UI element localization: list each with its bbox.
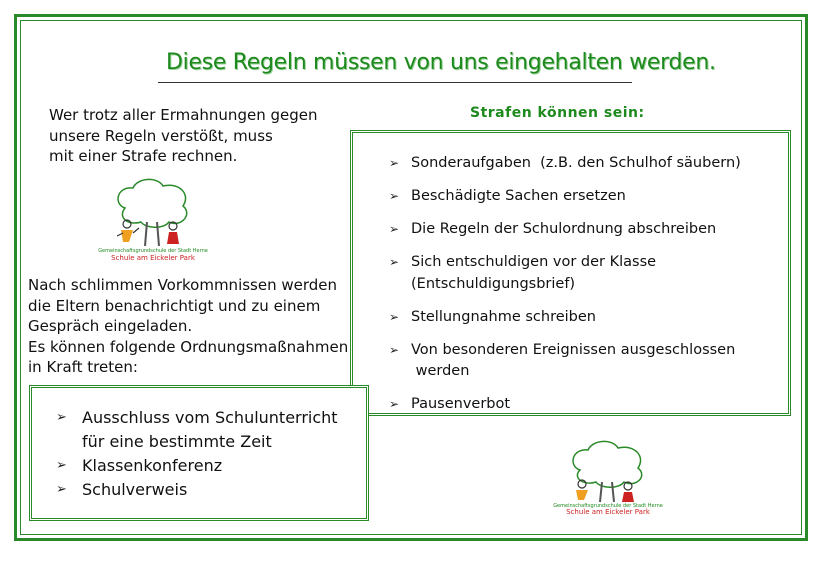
penalties-list (389, 153, 741, 427)
logo-name: Schule am Eickeler Park (566, 508, 650, 516)
arrow-bullet-icon: ➢ (389, 342, 400, 357)
logo-caption: Gemeinschaftsgrundschule der Stadt Herne (553, 503, 663, 509)
title-underline (158, 82, 632, 83)
arrow-bullet-icon: ➢ (389, 156, 400, 170)
list-item: ➢ Beschädigte Sachen ersetzen (389, 186, 741, 208)
list-item: ➢ Sonderaufgaben (z.B. den Schulhof säubern) (389, 153, 741, 175)
arrow-bullet-icon: ➢ (56, 482, 67, 497)
arrow-bullet-icon: ➢ (389, 255, 400, 269)
arrow-bullet-icon: ➢ (389, 189, 400, 203)
intro-paragraph: Wer trotz aller Ermahnungen gegen unsere Regeln verstößt, muss mit einer Strafe rechnen. (49, 106, 318, 165)
arrow-bullet-icon: ➢ (389, 222, 400, 236)
arrow-bullet-icon: ➢ (389, 397, 400, 411)
list-item: ➢ Pausenverbot (389, 394, 741, 416)
list-item: ➢ Ausschluss vom Schulunterricht für eine bestimmte Zeit (56, 408, 338, 451)
arrow-bullet-icon: ➢ (56, 410, 67, 425)
arrow-bullet-icon: ➢ (56, 458, 67, 473)
list-item: ➢ Die Regeln der Schulordnung abschreiben (389, 219, 741, 241)
list-item: ➢ Von besonderen Ereignissen ausgeschlossen werden (389, 341, 736, 379)
list-item: ➢ Schulverweis (56, 478, 338, 502)
logo-caption: Gemeinschaftsgrundschule der Stadt Herne (98, 248, 208, 254)
measures-box (29, 385, 369, 521)
penalties-box (350, 130, 791, 416)
logo-name: Schule am Eickeler Park (111, 254, 195, 262)
list-item: ➢ Klassenkonferenz (56, 454, 338, 478)
list-item: ➢ Sich entschuldigen vor der Klasse (Entschuldigungsbrief) (389, 254, 657, 292)
list-item: ➢ Stellungnahme schreiben (389, 307, 741, 329)
penalties-heading: Strafen können sein: (470, 105, 645, 121)
school-logo (553, 442, 663, 516)
arrow-bullet-icon: ➢ (389, 309, 400, 324)
page-title: Diese Regeln müssen von uns eingehalten werden. (166, 50, 716, 75)
measures-list (56, 406, 338, 502)
school-logo (98, 178, 208, 262)
children-figures-icon (117, 220, 179, 244)
consequences-paragraph: Nach schlimmen Vorkommnissen werden die Eltern benachrichtigt und zu einem Gespräch eingeladen. Es können folgende Ordnungsmaßnahmen in Kraft treten: (28, 276, 349, 376)
